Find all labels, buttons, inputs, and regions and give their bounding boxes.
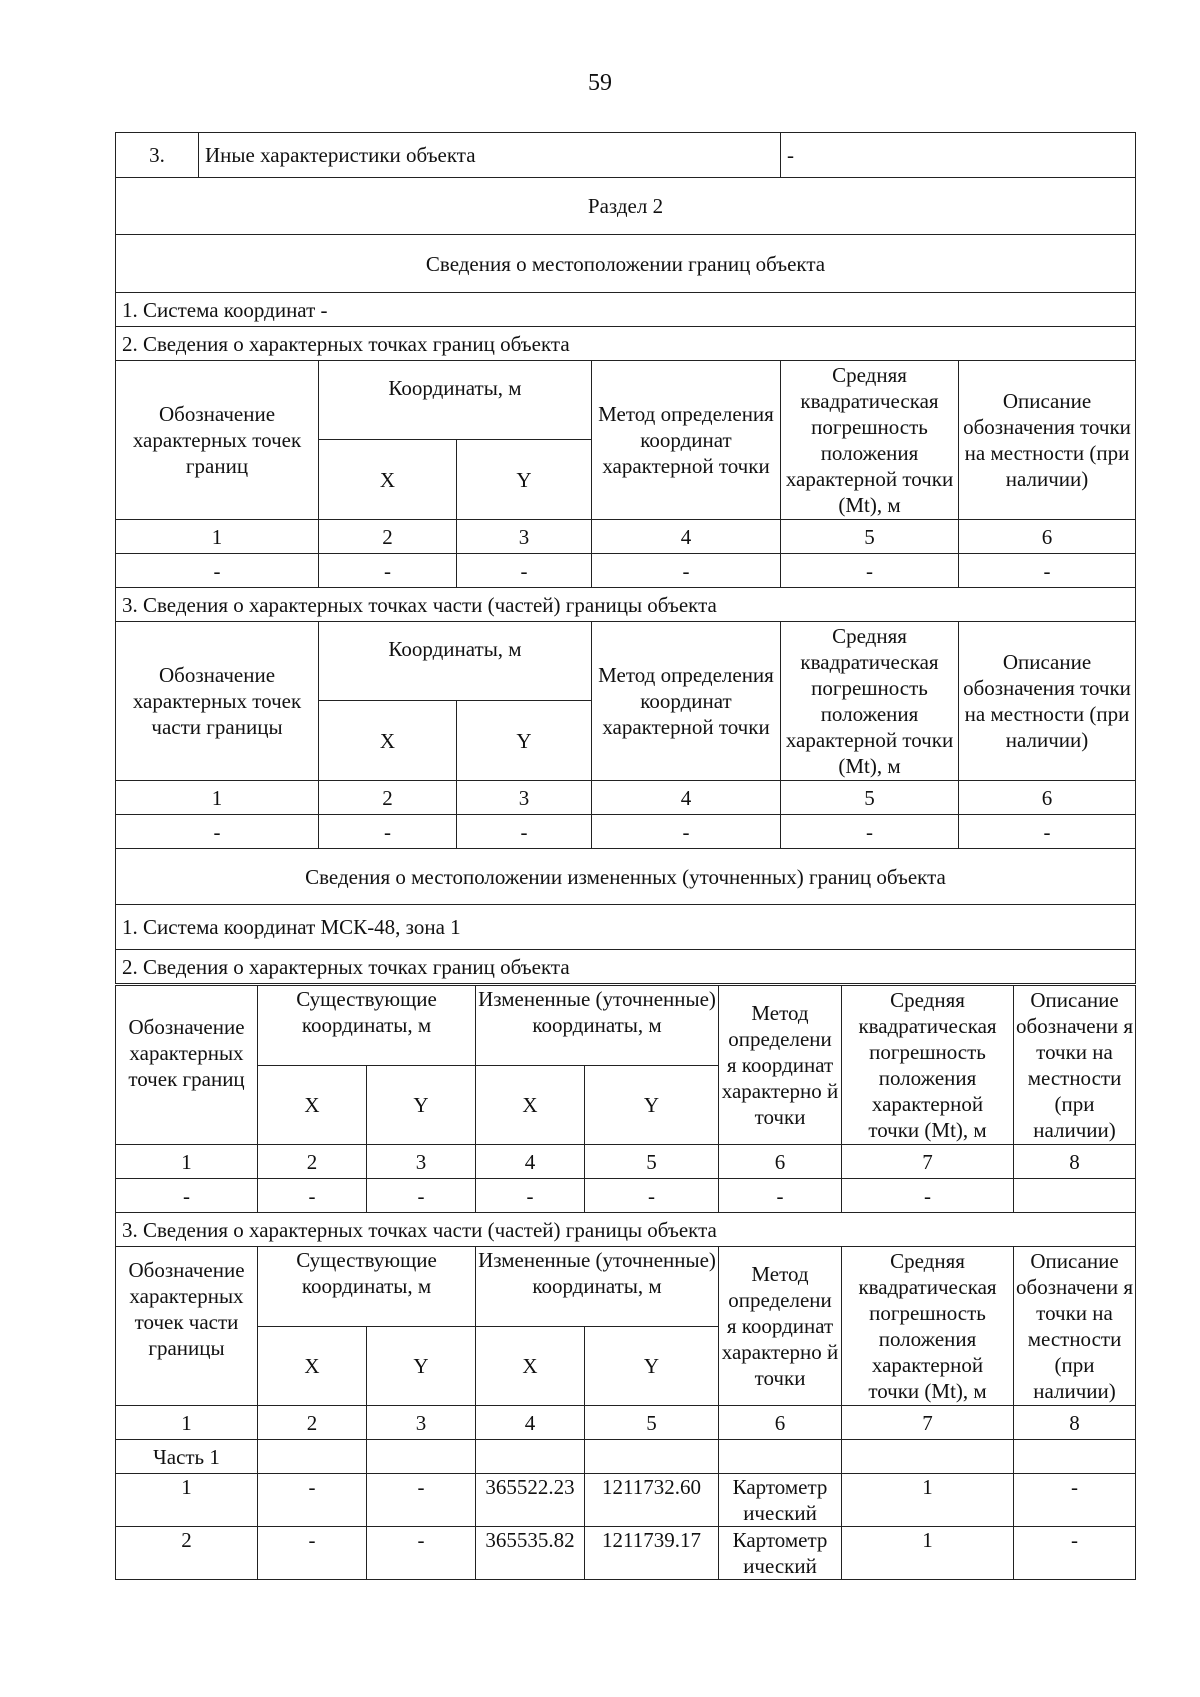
- column-number: 6: [959, 781, 1136, 815]
- point-designation-header: Обозначение характерных точек границ: [116, 361, 319, 520]
- existing-x: -: [258, 1474, 367, 1527]
- changed-x: 365522.23: [476, 1474, 585, 1527]
- method: Картометр ический: [719, 1474, 842, 1527]
- section-table-a: [115, 132, 1136, 984]
- empty-cell: [719, 1440, 842, 1474]
- column-number: 4: [592, 781, 781, 815]
- x-header: X: [476, 1066, 585, 1145]
- column-number: 3: [457, 781, 592, 815]
- existing-coordinates-header: Существующие координаты, м: [258, 1247, 476, 1327]
- y-header: Y: [367, 1066, 476, 1145]
- section-title: Раздел 2: [116, 178, 1136, 235]
- y-header: Y: [585, 1327, 719, 1406]
- empty-cell: -: [781, 815, 959, 849]
- accuracy-header: Средняя квадратическая погрешность положения характерной точки (Mt), м: [842, 986, 1014, 1145]
- existing-y: -: [367, 1527, 476, 1580]
- column-number: 7: [842, 1145, 1014, 1179]
- empty-cell: -: [476, 1179, 585, 1213]
- accuracy-mt: 1: [842, 1474, 1014, 1527]
- changed-coordinates-header: Измененные (уточненные) координаты, м: [476, 986, 719, 1066]
- method-header: Метод определени я координат характерно й точки: [719, 1247, 842, 1406]
- empty-cell: [476, 1440, 585, 1474]
- column-number: 5: [781, 781, 959, 815]
- point-designation-header: Обозначение характерных точек границ: [116, 986, 258, 1145]
- column-number: 2: [258, 1406, 367, 1440]
- method-header: Метод определения координат характерной точки: [592, 361, 781, 520]
- y-header: Y: [585, 1066, 719, 1145]
- other-characteristics-label: Иные характеристики объекта: [199, 133, 781, 178]
- section-table-b: [115, 985, 1136, 1580]
- empty-cell: [367, 1440, 476, 1474]
- empty-cell: -: [457, 554, 592, 588]
- description-header: Описание обозначени я точки на местности (при наличии): [1014, 986, 1136, 1145]
- part-point-designation-header: Обозначение характерных точек части границы: [116, 622, 319, 781]
- x-header: X: [476, 1327, 585, 1406]
- changed-x: 365535.82: [476, 1527, 585, 1580]
- empty-cell: [258, 1440, 367, 1474]
- x-header: X: [258, 1327, 367, 1406]
- empty-cell: -: [367, 1179, 476, 1213]
- column-number: 1: [116, 1145, 258, 1179]
- part-points-title-2: 3. Сведения о характерных точках части (частей) границы объекта: [116, 1213, 1136, 1247]
- empty-cell: -: [842, 1179, 1014, 1213]
- column-number: 4: [592, 520, 781, 554]
- row-number: 3.: [116, 133, 199, 178]
- column-number: 3: [457, 520, 592, 554]
- empty-cell: -: [258, 1179, 367, 1213]
- column-number: 8: [1014, 1406, 1136, 1440]
- description-header: Описание обозначени я точки на местности (при наличии): [1014, 1247, 1136, 1406]
- table-row: [116, 1527, 1136, 1580]
- page-number: 59: [588, 70, 612, 96]
- part-points-title-1: 3. Сведения о характерных точках части (частей) границы объекта: [116, 588, 1136, 622]
- empty-cell: -: [319, 815, 457, 849]
- column-number: 1: [116, 1406, 258, 1440]
- empty-cell: -: [116, 815, 319, 849]
- table-row: [116, 1474, 1136, 1527]
- x-header: X: [319, 701, 457, 781]
- x-header: X: [319, 440, 457, 520]
- empty-cell: -: [959, 815, 1136, 849]
- existing-x: -: [258, 1527, 367, 1580]
- method-header: Метод определения координат характерной точки: [592, 622, 781, 781]
- column-number: 6: [719, 1145, 842, 1179]
- x-header: X: [258, 1066, 367, 1145]
- y-header: Y: [367, 1327, 476, 1406]
- y-header: Y: [457, 440, 592, 520]
- column-number: 6: [719, 1406, 842, 1440]
- other-characteristics-value: -: [781, 133, 1136, 178]
- empty-cell: -: [959, 554, 1136, 588]
- point-number: 2: [116, 1527, 258, 1580]
- changed-y: 1211739.17: [585, 1527, 719, 1580]
- changed-boundaries-title: Сведения о местоположении измененных (уточненных) границ объекта: [116, 849, 1136, 905]
- coordinate-system-2: 1. Система координат МСК-48, зона 1: [116, 905, 1136, 950]
- empty-cell: -: [457, 815, 592, 849]
- column-number: 6: [959, 520, 1136, 554]
- changed-coordinates-header: Измененные (уточненные) координаты, м: [476, 1247, 719, 1327]
- description: -: [1014, 1474, 1136, 1527]
- existing-coordinates-header: Существующие координаты, м: [258, 986, 476, 1066]
- description: -: [1014, 1527, 1136, 1580]
- description-header: Описание обозначения точки на местности (при наличии): [959, 622, 1136, 781]
- column-number: 2: [258, 1145, 367, 1179]
- accuracy-header: Средняя квадратическая погрешность положения характерной точки (Mt), м: [842, 1247, 1014, 1406]
- empty-cell: -: [781, 554, 959, 588]
- empty-cell: [585, 1440, 719, 1474]
- column-number: 5: [585, 1406, 719, 1440]
- changed-y: 1211732.60: [585, 1474, 719, 1527]
- method: Картометр ический: [719, 1527, 842, 1580]
- column-number: 4: [476, 1406, 585, 1440]
- empty-cell: -: [592, 554, 781, 588]
- coordinates-header: Координаты, м: [319, 622, 592, 701]
- empty-cell: -: [116, 1179, 258, 1213]
- empty-cell: [1014, 1179, 1136, 1213]
- boundary-points-title-2: 2. Сведения о характерных точках границ объекта: [116, 950, 1136, 984]
- coordinates-header: Координаты, м: [319, 361, 592, 440]
- accuracy-mt: 1: [842, 1527, 1014, 1580]
- column-number: 8: [1014, 1145, 1136, 1179]
- empty-cell: [842, 1440, 1014, 1474]
- empty-cell: -: [116, 554, 319, 588]
- part-label: Часть 1: [116, 1440, 258, 1474]
- point-number: 1: [116, 1474, 258, 1527]
- empty-cell: -: [585, 1179, 719, 1213]
- accuracy-header: Средняя квадратическая погрешность положения характерной точки (Mt), м: [781, 361, 959, 520]
- description-header: Описание обозначения точки на местности (при наличии): [959, 361, 1136, 520]
- column-number: 7: [842, 1406, 1014, 1440]
- column-number: 4: [476, 1145, 585, 1179]
- column-number: 5: [781, 520, 959, 554]
- empty-cell: [1014, 1440, 1136, 1474]
- method-header: Метод определени я координат характерно й точки: [719, 986, 842, 1145]
- existing-y: -: [367, 1474, 476, 1527]
- column-number: 2: [319, 781, 457, 815]
- boundary-points-title-1: 2. Сведения о характерных точках границ объекта: [116, 327, 1136, 361]
- location-title: Сведения о местоположении границ объекта: [116, 235, 1136, 293]
- column-number: 1: [116, 781, 319, 815]
- empty-cell: -: [592, 815, 781, 849]
- empty-cell: -: [319, 554, 457, 588]
- column-number: 5: [585, 1145, 719, 1179]
- accuracy-header: Средняя квадратическая погрешность положения характерной точки (Mt), м: [781, 622, 959, 781]
- column-number: 2: [319, 520, 457, 554]
- empty-cell: -: [719, 1179, 842, 1213]
- column-number: 3: [367, 1406, 476, 1440]
- y-header: Y: [457, 701, 592, 781]
- part-point-designation-header: Обозначение характерных точек части границы: [116, 1247, 258, 1406]
- column-number: 3: [367, 1145, 476, 1179]
- column-number: 1: [116, 520, 319, 554]
- coordinate-system-1: 1. Система координат -: [116, 293, 1136, 327]
